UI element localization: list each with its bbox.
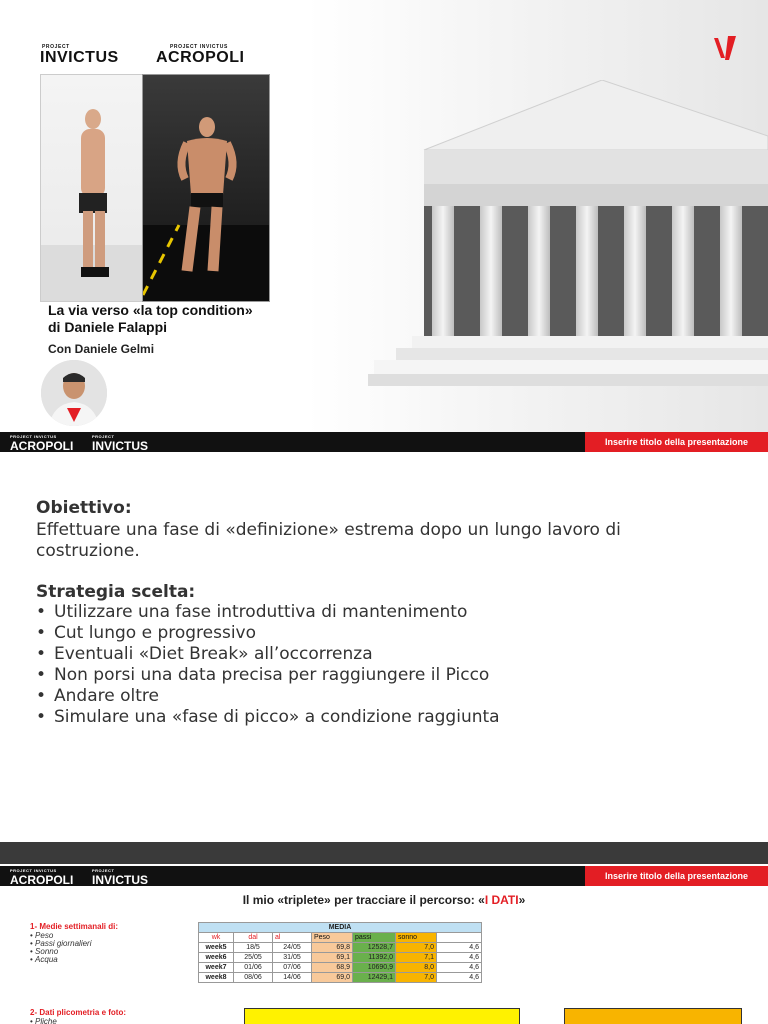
list-item: • Eventuali «Diet Break» all’occorrenza (36, 644, 500, 665)
header-presentation-title: Inserire titolo della presentazione (585, 866, 768, 886)
presentation-subtitle: Con Daniele Gelmi (48, 342, 155, 356)
table-header: sonno (396, 933, 437, 943)
table-header (437, 933, 482, 943)
slide-footer (0, 432, 768, 452)
footer-acropoli-logo: PROJECT INVICTUS ACROPOLI (10, 434, 74, 452)
after-photo (142, 74, 270, 302)
footer-invictus-logo: PROJECT INVICTUS (92, 434, 149, 452)
title-slide (0, 0, 768, 452)
acropoli-logo: ACROPOLI (156, 49, 245, 66)
objective-text-line2: costruzione. (36, 541, 140, 561)
brand-v-logo-icon (712, 34, 738, 62)
table-header: passi (353, 933, 396, 943)
presentation-title-line2: di Daniele Falappi (48, 319, 168, 335)
footer-presentation-title: Inserire titolo della presentazione (585, 432, 768, 452)
before-photo (40, 74, 144, 302)
table-header: dal (234, 933, 273, 943)
table-header: Peso (312, 933, 353, 943)
objective-text-line1: Effettuare una fase di «definizione» estrema dopo un lungo lavoro di (36, 520, 621, 540)
list-item: • Acqua (30, 956, 92, 964)
slide-header-bar (0, 866, 768, 886)
data-slide-title: Il mio «triplete» per tracciare il percorso: «I DATI» (242, 893, 526, 907)
table-row: week5 18/5 24/05 69,8 12528,7 7,0 4,6 (199, 943, 482, 953)
section2-label: 2- Dati plicometria e foto: (30, 1008, 127, 1017)
table-row: week7 01/06 07/06 68,9 10690,9 8,0 4,6 (199, 963, 482, 973)
list-item: • Passi giornalieri (30, 940, 92, 948)
list-item: • Peso (30, 932, 92, 940)
list-item: • Utilizzare una fase introduttiva di mantenimento (36, 602, 500, 623)
avatar (41, 360, 107, 426)
table-row: week8 08/06 14/06 69,0 12429,1 7,0 4,6 (199, 973, 482, 983)
table-caption: MEDIA (199, 923, 482, 933)
data-slide (0, 842, 768, 1024)
slide-separator (0, 842, 768, 864)
temple-illustration (368, 80, 768, 386)
header-acropoli-logo: PROJECT INVICTUS ACROPOLI (10, 868, 74, 887)
list-item: • Cut lungo e progressivo (36, 623, 500, 644)
highlight-box (244, 1008, 520, 1024)
table-header: al (273, 933, 312, 943)
section1-list (30, 932, 92, 964)
weekly-averages-table (198, 922, 482, 983)
section2-list (30, 1018, 57, 1024)
list-item: • Sonno (30, 948, 92, 956)
presentation-title-line1: La via verso «la top condition» (48, 302, 253, 318)
table-row: week6 25/05 31/05 69,1 11392,0 7,1 4,6 (199, 953, 482, 963)
objective-slide (0, 452, 768, 842)
highlight-box (564, 1008, 742, 1024)
list-item: • Andare oltre (36, 686, 500, 707)
acropoli-logo-small: PROJECT INVICTUS (170, 44, 228, 50)
header-invictus-logo: PROJECT INVICTUS (92, 868, 149, 887)
invictus-logo-small: PROJECT (42, 44, 70, 50)
strategy-heading: Strategia scelta: (36, 582, 196, 602)
objective-heading: Obiettivo: (36, 498, 132, 518)
list-item: • Non porsi una data precisa per raggiungere il Picco (36, 665, 500, 686)
strategy-list (36, 602, 500, 728)
table-header: wk (199, 933, 234, 943)
section1-label: 1- Medie settimanali di: (30, 922, 119, 931)
invictus-logo: INVICTUS (40, 49, 119, 66)
list-item: • Pliche (30, 1018, 57, 1024)
list-item: • Simulare una «fase di picco» a condizione raggiunta (36, 707, 500, 728)
